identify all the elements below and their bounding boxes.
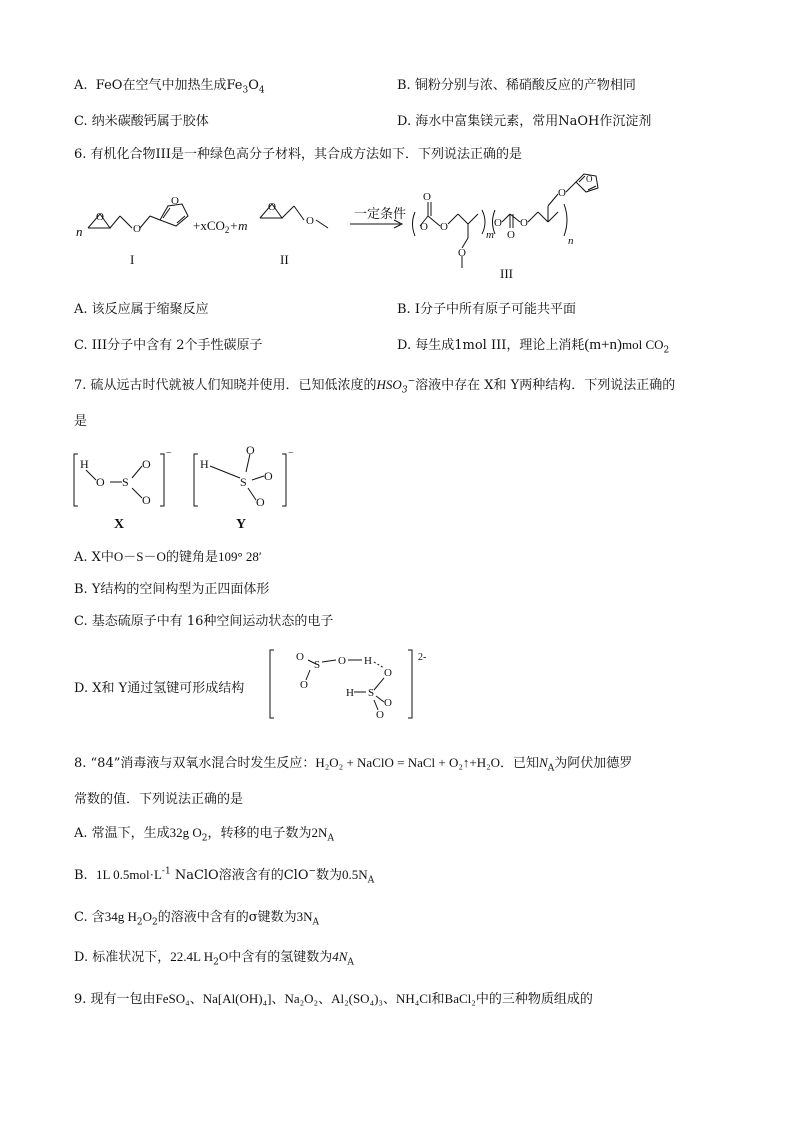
q5-option-b: B. 铜粉分别与浓、稀硝酸反应的产物相同 xyxy=(397,78,636,93)
svg-text:O: O xyxy=(142,457,151,471)
q6-reaction-diagram xyxy=(70,172,730,287)
q5-option-a: A. FeO在空气中加热生成$Fe_3O_4$ xyxy=(74,78,265,96)
q7-stem-line2: 是 xyxy=(74,414,88,429)
svg-text:O: O xyxy=(142,493,151,507)
svg-text:O: O xyxy=(268,201,276,213)
arrow-condition: 一定条件 xyxy=(354,206,407,221)
svg-text:O: O xyxy=(558,187,566,199)
svg-text:H: H xyxy=(200,457,209,471)
svg-text:O: O xyxy=(494,217,502,229)
svg-text:O: O xyxy=(338,655,346,667)
svg-text:O: O xyxy=(306,215,314,227)
svg-text:O: O xyxy=(296,651,304,663)
svg-text:O: O xyxy=(458,247,466,259)
q8-option-c: C. 含34g $H_2O_2$的溶液中含有的σ键数为$3N_A$ xyxy=(74,909,320,928)
q7-option-b: B. Y结构的空间构型为正四面体形 xyxy=(74,582,270,597)
svg-text:O: O xyxy=(420,221,428,233)
q8-option-d: D. 标准状况下，22.4L $H_2O$中含有的氢键数为$4N_A$ xyxy=(74,949,354,968)
svg-text:O: O xyxy=(376,709,384,721)
label-III: III xyxy=(500,266,513,281)
svg-text:O: O xyxy=(440,221,448,233)
svg-text:O: O xyxy=(256,495,265,509)
svg-text:H: H xyxy=(364,655,372,667)
q7-option-c: C. 基态硫原子中有 16种空间运动状态的电子 xyxy=(74,614,334,629)
svg-text:H: H xyxy=(80,457,89,471)
svg-text:n: n xyxy=(568,235,574,247)
q6-option-b: B. I分子中所有原子可能共平面 xyxy=(397,302,576,317)
label-y: Y xyxy=(236,517,247,532)
q7-option-d: D. X和 Y通过氢键可形成结构 xyxy=(74,681,245,696)
svg-text:O: O xyxy=(133,223,141,235)
q8-stem-line2: 常数的值．下列说法正确的是 xyxy=(74,792,244,807)
q7-hydrogen-bond-structure xyxy=(266,646,452,722)
q6-option-c: C. III分子中含有 2个手性碳原子 xyxy=(74,338,263,353)
svg-text:O: O xyxy=(96,211,104,223)
charge-2minus: 2- xyxy=(418,652,427,663)
label-II: II xyxy=(280,252,289,267)
q8-stem: 8. “84”消毒液与双氧水混合时发生反应：H₂O₂ + NaClO = NaCl + O₂↑+H₂O．已知$N_A$为阿伏加德罗 xyxy=(74,755,633,774)
svg-text:m: m xyxy=(486,229,494,241)
q6-stem: 6. 有机化合物III是一种绿色高分子材料，其合成方法如下．下列说法正确的是 xyxy=(74,147,522,162)
q7-option-a: A. X中O－S－O的键角是109° 28′ xyxy=(74,549,262,565)
q8-option-a: A. 常温下，生成32g $O_2$，转移的电子数为$2N_A$ xyxy=(74,825,334,844)
svg-text:O: O xyxy=(171,195,179,207)
svg-text:H: H xyxy=(346,687,354,699)
q6-option-d: D. 每生成1mol III，理论上消耗(m+n)mol $CO_2$ xyxy=(397,337,670,356)
svg-text:O: O xyxy=(423,191,431,203)
q9-stem: 9. 现有一包由FeSO₄、Na[Al(OH)₄]、Na₂O₂、Al₂(SO₄)₃、NH₄Cl和BaCl₂中的三种物质组成的 xyxy=(74,991,593,1007)
svg-text:O: O xyxy=(520,217,528,229)
svg-text:O: O xyxy=(586,174,593,184)
svg-text:O: O xyxy=(96,475,105,489)
plus-xco2: +xCO$_2$+m xyxy=(193,218,248,235)
q5-option-d: D. 海水中富集镁元素，常用NaOH作沉淀剂 xyxy=(397,114,652,129)
svg-text:S: S xyxy=(314,659,321,671)
q8-option-b: B. 1L $0.5mol\cdot L^{-1}$ NaClO溶液含有的ClO−数为$0.5N_A$ xyxy=(74,866,375,886)
label-I: I xyxy=(130,252,135,267)
q7-structures-xy xyxy=(70,444,310,538)
q5-option-c: C. 纳米碳酸钙属于胶体 xyxy=(74,114,209,129)
svg-text:O: O xyxy=(300,679,308,691)
coeff-n: n xyxy=(76,224,83,239)
q7-stem: 7. 硫从远古时代就被人们知晓并使用．已知低浓度的$HSO_3^-$溶液中存在 X和 Y两种结构．下列说法正确的 xyxy=(74,376,676,396)
svg-text:−: − xyxy=(166,448,172,459)
svg-text:O: O xyxy=(384,667,392,679)
svg-text:O: O xyxy=(264,469,273,483)
q6-option-a: A. 该反应属于缩聚反应 xyxy=(74,302,209,317)
svg-text:O: O xyxy=(507,229,515,241)
svg-text:S: S xyxy=(240,475,247,489)
svg-text:S: S xyxy=(368,687,375,699)
svg-text:−: − xyxy=(288,448,294,459)
svg-text:O: O xyxy=(384,697,392,709)
label-x: X xyxy=(114,517,125,532)
svg-text:S: S xyxy=(122,475,129,489)
svg-text:O: O xyxy=(246,444,255,457)
